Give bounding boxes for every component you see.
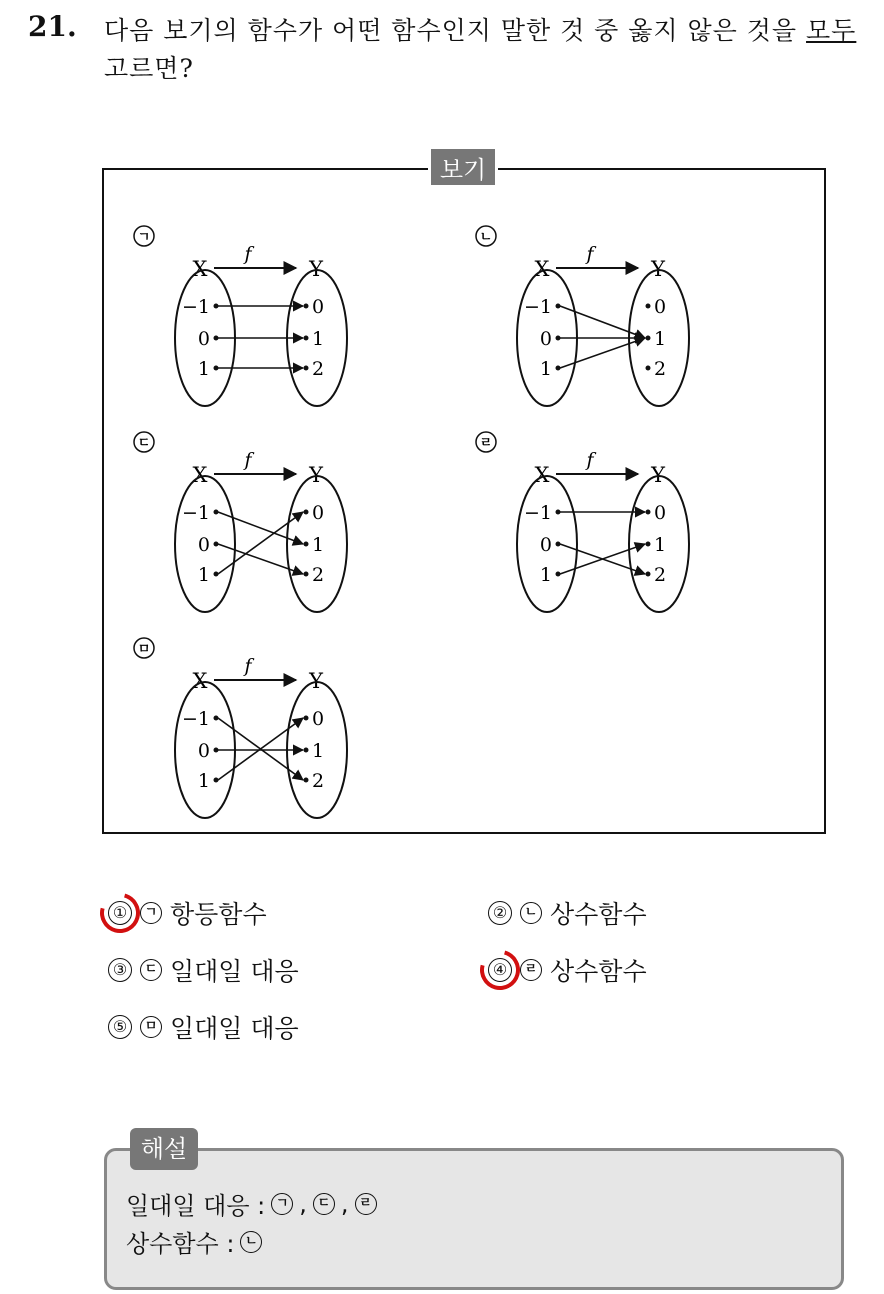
domain-element: 0 xyxy=(197,534,210,556)
domain-element: 0 xyxy=(539,328,552,350)
mapping-arrow xyxy=(218,544,303,574)
codomain-dot xyxy=(646,304,651,309)
explanation-line-2-label: 상수함수 : xyxy=(126,1230,235,1258)
codomain-dot xyxy=(304,748,309,753)
choice-2-label: ㄴ xyxy=(520,902,542,924)
domain-element: −1 xyxy=(181,708,210,730)
question-text-main: 다음 보기의 함수가 어떤 함수인지 말한 것 중 옳지 않은 것을 xyxy=(104,16,807,45)
codomain-dot xyxy=(304,510,309,515)
domain-dot xyxy=(214,572,219,577)
bogi-title: 보기 xyxy=(428,146,498,188)
domain-element: 1 xyxy=(539,358,552,380)
diagram-label: ㅁ xyxy=(137,642,151,657)
set-x-label: X xyxy=(192,257,208,281)
choice-5-text: 일대일 대응 xyxy=(170,1014,299,1043)
domain-dot xyxy=(556,304,561,309)
choice-4-label: ㄹ xyxy=(520,959,542,981)
set-x-label: X xyxy=(534,463,550,487)
explanation-title: 해설 xyxy=(130,1128,198,1170)
domain-element: 0 xyxy=(197,740,210,762)
codomain-element: 2 xyxy=(312,770,325,792)
question-text-end: 고르면? xyxy=(104,54,194,83)
choice-5[interactable] xyxy=(108,1007,299,1047)
function-name: f xyxy=(586,243,594,265)
codomain-element: 0 xyxy=(654,502,667,524)
explanation-line-1-label: 일대일 대응 : xyxy=(126,1192,266,1220)
question-underlined: 모두 xyxy=(806,16,857,45)
codomain-element: 2 xyxy=(654,358,667,380)
diagram-label: ㄷ xyxy=(137,436,151,451)
domain-element: 0 xyxy=(539,534,552,556)
function-name: f xyxy=(244,243,252,265)
domain-dot xyxy=(214,778,219,783)
domain-dot xyxy=(214,366,219,371)
domain-dot xyxy=(556,510,561,515)
domain-dot xyxy=(556,336,561,341)
domain-dot xyxy=(214,510,219,515)
choice-5-number: ⑤ xyxy=(108,1015,132,1039)
explanation-item: ㄷ xyxy=(313,1193,335,1215)
codomain-dot xyxy=(646,542,651,547)
domain-dot xyxy=(556,572,561,577)
explanation-line-1: 일대일 대응 : ㄱ , ㄷ , ㄹ xyxy=(126,1186,377,1221)
codomain-element: 0 xyxy=(312,296,325,318)
domain-dot xyxy=(214,542,219,547)
choice-2-text: 상수함수 xyxy=(550,900,647,929)
domain-element: 0 xyxy=(197,328,210,350)
codomain-element: 0 xyxy=(654,296,667,318)
codomain-dot xyxy=(646,336,651,341)
domain-element: 1 xyxy=(197,770,210,792)
codomain-element: 0 xyxy=(312,502,325,524)
domain-element: −1 xyxy=(523,296,552,318)
function-name: f xyxy=(244,449,252,471)
choice-3-number: ③ xyxy=(108,958,132,982)
codomain-dot xyxy=(646,572,651,577)
codomain-dot xyxy=(304,778,309,783)
domain-dot xyxy=(556,542,561,547)
codomain-dot xyxy=(304,336,309,341)
codomain-element: 2 xyxy=(312,358,325,380)
codomain-dot xyxy=(646,366,651,371)
codomain-dot xyxy=(304,542,309,547)
mapping-arrow xyxy=(560,338,645,368)
domain-element: −1 xyxy=(181,296,210,318)
domain-element: 1 xyxy=(197,564,210,586)
explanation-line-2 xyxy=(126,1224,262,1259)
choice-1-number: ① xyxy=(108,901,132,925)
domain-dot xyxy=(214,716,219,721)
function-name: f xyxy=(244,655,252,677)
codomain-element: 1 xyxy=(312,534,325,556)
domain-element: 1 xyxy=(197,358,210,380)
choice-2[interactable] xyxy=(488,893,647,933)
domain-element: 1 xyxy=(539,564,552,586)
domain-element: −1 xyxy=(181,502,210,524)
set-x-label: X xyxy=(192,669,208,693)
set-y-label: Y xyxy=(651,257,665,281)
domain-dot xyxy=(214,304,219,309)
question-number: 21. xyxy=(28,10,77,43)
codomain-dot xyxy=(304,572,309,577)
diagram-label: ㄱ xyxy=(137,230,151,245)
domain-dot xyxy=(214,748,219,753)
domain-dot xyxy=(214,336,219,341)
set-y-label: Y xyxy=(309,463,323,487)
choice-1-text: 항등함수 xyxy=(170,900,267,929)
diagram-label: ㄴ xyxy=(479,230,493,245)
choice-2-number: ② xyxy=(488,901,512,925)
domain-dot xyxy=(556,366,561,371)
codomain-element: 0 xyxy=(312,708,325,730)
function-name: f xyxy=(586,449,594,471)
codomain-dot xyxy=(304,366,309,371)
choice-1-label: ㄱ xyxy=(140,902,162,924)
codomain-dot xyxy=(646,510,651,515)
set-y-label: Y xyxy=(309,257,323,281)
choice-3[interactable] xyxy=(108,950,299,990)
explanation-item: ㄹ xyxy=(355,1193,377,1215)
choice-3-text: 일대일 대응 xyxy=(170,957,299,986)
choice-4-number: ④ xyxy=(488,958,512,982)
choice-4-text: 상수함수 xyxy=(550,957,647,986)
domain-element: −1 xyxy=(523,502,552,524)
codomain-element: 2 xyxy=(312,564,325,586)
choice-3-label: ㄷ xyxy=(140,959,162,981)
diagram-label: ㄹ xyxy=(479,436,493,451)
codomain-element: 2 xyxy=(654,564,667,586)
choice-5-label: ㅁ xyxy=(140,1016,162,1038)
set-y-label: Y xyxy=(651,463,665,487)
set-x-label: X xyxy=(534,257,550,281)
set-x-label: X xyxy=(192,463,208,487)
mapping-arrow xyxy=(218,512,303,574)
explanation-item: ㄴ xyxy=(240,1231,262,1253)
set-y-label: Y xyxy=(309,669,323,693)
codomain-element: 1 xyxy=(312,740,325,762)
explanation-item: ㄱ xyxy=(271,1193,293,1215)
codomain-dot xyxy=(304,304,309,309)
codomain-element: 1 xyxy=(654,328,667,350)
codomain-element: 1 xyxy=(654,534,667,556)
codomain-element: 1 xyxy=(312,328,325,350)
codomain-dot xyxy=(304,716,309,721)
